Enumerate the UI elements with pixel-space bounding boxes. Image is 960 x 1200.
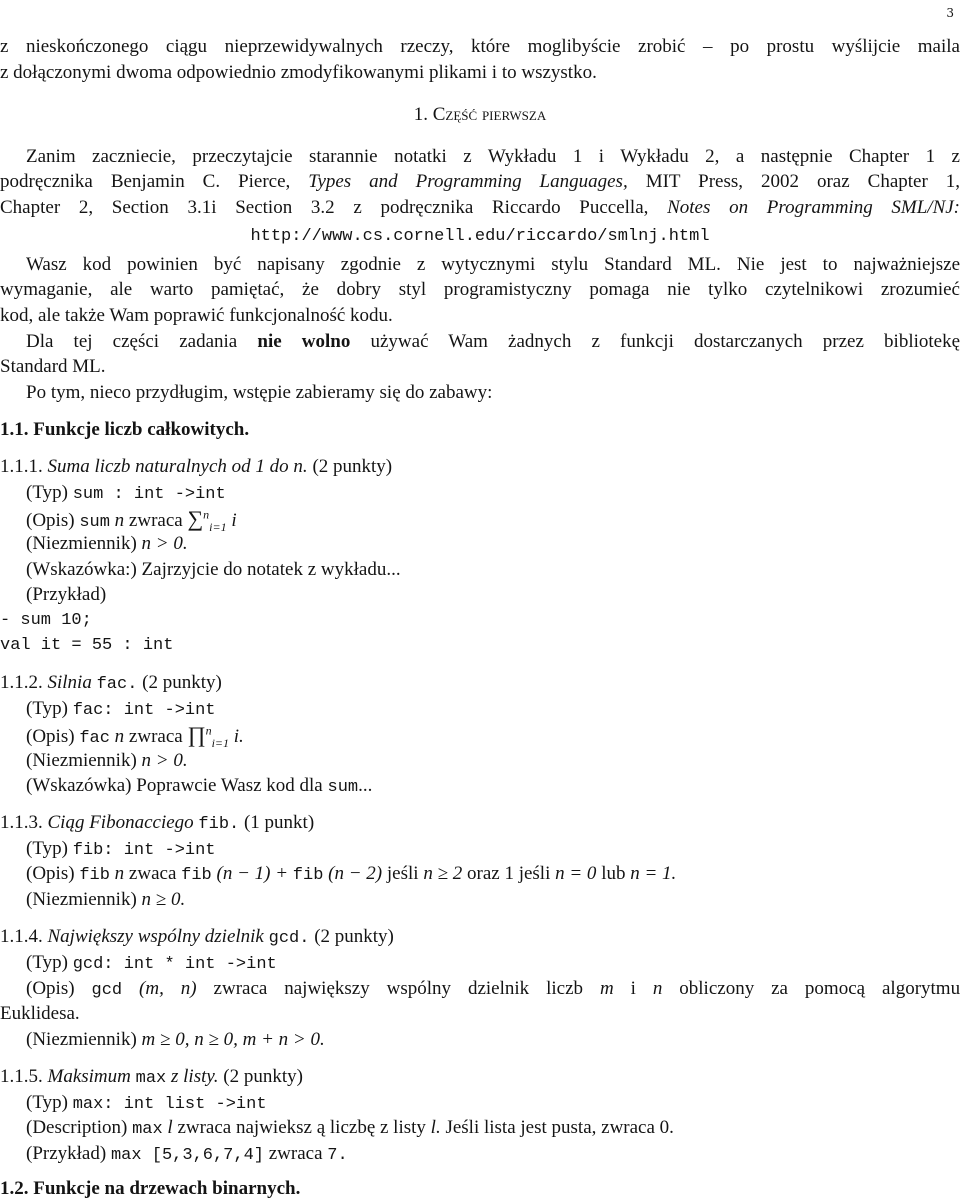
type-signature: max: int list ->int <box>72 1095 267 1114</box>
text-span: i <box>630 978 636 999</box>
text-span: Chapter 2, Section 3.1i Section 3.2 z podręcznika Riccardo Puccella, <box>0 197 649 218</box>
math-expr: n = 1. <box>630 863 677 884</box>
text-span: Dla tej części zadania <box>26 331 238 352</box>
task-1-1-5-heading <box>0 1066 960 1090</box>
invariant-label: (Niezmiennik) <box>26 750 137 771</box>
subsection-title: Funkcje liczb całkowitych. <box>33 419 250 440</box>
task-1-1-4-invariant <box>26 1029 960 1051</box>
math-var: n <box>652 978 663 999</box>
math-var: m <box>599 978 614 999</box>
type-label: (Typ) <box>26 482 68 503</box>
task-1-1-2-type <box>26 698 960 722</box>
text-span: zwraca <box>128 510 183 531</box>
math-expr: (n − 2) <box>328 863 383 884</box>
code-token: fac. <box>96 675 138 694</box>
example-code-line-1: - sum 10; <box>0 611 92 630</box>
invariant-label: (Niezmiennik) <box>26 1029 137 1050</box>
subsection-1-2-heading <box>0 1178 960 1200</box>
code-token: fac <box>79 729 110 748</box>
task-1-1-1-invariant <box>26 533 960 555</box>
task-title: z listy. <box>171 1066 219 1087</box>
task-1-1-4-description <box>26 978 960 1002</box>
task-title: Ciąg Fibonacciego <box>47 812 194 833</box>
description-label: (Description) <box>26 1117 128 1138</box>
invariant-label: (Niezmiennik) <box>26 533 137 554</box>
invariant-expr: n > 0. <box>141 750 188 771</box>
task-1-1-5-example <box>26 1143 960 1167</box>
section-title: Część pierwsza <box>432 104 547 125</box>
lower-limit: i=1 <box>209 519 227 534</box>
upper-limit: n <box>203 507 210 522</box>
intro-line-2: z dołączonymi dwoma odpowiednio zmodyfikowanymi plikami i to wszystko. <box>0 62 597 83</box>
url-link[interactable]: http://www.cs.cornell.edu/riccardo/smlnj.html <box>250 227 710 246</box>
code-token: gcd. <box>268 929 310 948</box>
text-span: podręcznika Benjamin C. Pierce, <box>0 171 291 192</box>
text-span: obliczony za pomocą algorytmu <box>679 978 960 999</box>
text-span: zwraca największy wspólny dzielnik liczb <box>213 978 584 999</box>
subsection-number: 1.1. <box>0 419 29 440</box>
task-1-1-1-heading <box>0 456 960 478</box>
task-title: Silnia <box>47 672 92 693</box>
math-var: n <box>114 726 125 747</box>
task-1-1-5-type <box>26 1092 960 1116</box>
math-var: l. <box>430 1117 441 1138</box>
code-token: gcd <box>91 981 123 1000</box>
upper-limit: n <box>205 723 212 738</box>
invariant-expr: n > 0. <box>141 533 188 554</box>
section-heading <box>0 104 960 126</box>
task-1-1-5-description <box>26 1117 960 1141</box>
description-label: (Opis) <box>26 863 75 884</box>
intro-line-1: z nieskończonego ciągu nieprzewidywalnych rzeczy, które moglibyście zrobić – po prostu wyślijcie maila <box>0 36 960 57</box>
type-signature: fac: int ->int <box>72 701 216 720</box>
task-points: (2 punkty) <box>314 926 394 947</box>
task-1-1-4-type <box>26 952 960 976</box>
task-points: (1 punkt) <box>243 812 315 833</box>
paragraph-3-line-2: Standard ML. <box>0 356 106 377</box>
example-code-line-2: val it = 55 : int <box>0 636 174 655</box>
task-1-1-2-description <box>26 724 960 750</box>
paragraph-1-line-2 <box>0 171 960 193</box>
math-var: n <box>114 510 125 531</box>
text-span: zwraca <box>128 726 183 747</box>
description-label: (Opis) <box>26 726 75 747</box>
task-1-1-2-invariant <box>26 750 960 772</box>
math-expr: n ≥ 2 <box>423 863 463 884</box>
task-1-1-1-hint: (Wskazówka:) Zajrzyjcie do notatek z wykładu... <box>26 559 401 580</box>
type-signature: sum : int ->int <box>72 485 226 504</box>
task-1-1-1-type <box>26 482 960 506</box>
text-span: oraz 1 jeśli <box>467 863 551 884</box>
task-1-1-2-hint <box>26 775 960 799</box>
product-symbol: ∏ <box>187 722 206 747</box>
type-label: (Typ) <box>26 952 68 973</box>
type-label: (Typ) <box>26 1092 68 1113</box>
task-1-1-3-type <box>26 838 960 862</box>
text-span: używać Wam żadnych z funkcji dostarczanych przez bibliotekę <box>370 331 960 352</box>
paragraph-2-line-2: wymaganie, ale warto pamiętać, że dobry styl programistyczny pomaga nie tylko czytelnikowi zrozumieć <box>0 279 960 300</box>
code-token: fib <box>79 866 110 885</box>
subsection-title: Funkcje na drzewach binarnych. <box>33 1178 301 1199</box>
paragraph-1-line-3 <box>0 197 960 219</box>
invariant-label: (Niezmiennik) <box>26 889 137 910</box>
text-span: ... <box>358 775 373 796</box>
invariant-expr: m ≥ 0, n ≥ 0, m + n > 0. <box>141 1029 325 1050</box>
book-title: Types and Programming Languages, <box>308 171 628 192</box>
task-1-1-3-invariant <box>26 889 960 911</box>
task-1-1-4-description-line-2: Euklidesa. <box>0 1003 80 1024</box>
task-number: 1.1.4. <box>0 926 43 947</box>
type-signature: fib: int ->int <box>72 841 216 860</box>
subsection-1-1-heading <box>0 419 960 441</box>
paragraph-4: Po tym, nieco przydługim, wstępie zabieramy się do zabawy: <box>26 382 493 403</box>
task-number: 1.1.3. <box>0 812 43 833</box>
summation-symbol: ∑ <box>187 506 204 531</box>
code-token: max <box>135 1069 167 1088</box>
text-span: (Wskazówka) Poprawcie Wasz kod dla <box>26 775 323 796</box>
task-1-1-3-heading <box>0 812 960 836</box>
lower-limit: i=1 <box>211 735 230 750</box>
task-1-1-4-heading <box>0 926 960 950</box>
task-points: (2 punkty) <box>142 672 222 693</box>
text-span: lub <box>601 863 626 884</box>
invariant-expr: n ≥ 0. <box>141 889 186 910</box>
task-number: 1.1.2. <box>0 672 43 693</box>
code-token: 7. <box>327 1146 348 1165</box>
task-number: 1.1.5. <box>0 1066 43 1087</box>
task-1-1-3-description <box>26 863 960 887</box>
text-span: zwaca <box>128 863 177 884</box>
text-span: jeśli <box>386 863 419 884</box>
code-token: fib <box>292 866 324 885</box>
type-label: (Typ) <box>26 698 68 719</box>
code-token: sum <box>79 513 110 532</box>
code-token: fib <box>181 866 212 885</box>
task-number: 1.1.1. <box>0 456 43 477</box>
code-token: max [5,3,6,7,4] <box>110 1146 264 1165</box>
type-label: (Typ) <box>26 838 68 859</box>
math-var: l <box>167 1117 173 1138</box>
code-token: fib. <box>198 815 240 834</box>
bold-text: nie wolno <box>257 331 351 352</box>
description-label: (Opis) <box>26 978 75 999</box>
book-title: Notes on Programming SML/NJ: <box>667 197 960 218</box>
task-title: Suma liczb naturalnych od 1 do n. <box>47 456 308 477</box>
example-label: (Przykład) <box>26 1143 107 1164</box>
text-span: MIT Press, 2002 oraz Chapter 1, <box>645 171 960 192</box>
math-expr: n = 0 <box>555 863 597 884</box>
math-var: n <box>114 863 125 884</box>
task-title: Największy wspólny dzielnik <box>47 926 264 947</box>
task-1-1-1-example-label: (Przykład) <box>26 584 107 605</box>
task-points: (2 punkty) <box>223 1066 303 1087</box>
math-expr: (m, n) <box>139 978 197 999</box>
paragraph-1-line-1: Zanim zaczniecie, przeczytajcie starannie notatki z Wykładu 1 i Wykładu 2, a następnie Chapter 1 z <box>26 146 960 167</box>
subsection-number: 1.2. <box>0 1178 29 1199</box>
math-var: i. <box>233 726 244 747</box>
task-1-1-1-description <box>26 508 960 534</box>
description-label: (Opis) <box>26 510 75 531</box>
paragraph-2-line-3: kod, ale także Wam poprawić funkcjonalność kodu. <box>0 305 393 326</box>
text-span: Jeśli lista jest pusta, zwraca 0. <box>445 1117 674 1138</box>
task-title: Maksimum <box>47 1066 131 1087</box>
code-token: max <box>132 1120 163 1139</box>
paragraph-3-line-1 <box>26 331 960 353</box>
text-span: zwraca najwieksz ą liczbę z listy <box>177 1117 426 1138</box>
math-expr: (n − 1) + <box>216 863 289 884</box>
type-signature: gcd: int * int ->int <box>72 955 277 974</box>
task-1-1-2-heading <box>0 672 960 696</box>
section-number: 1. <box>413 104 428 125</box>
text-span: zwraca <box>268 1143 323 1164</box>
page-number: 3 <box>946 6 954 20</box>
paragraph-2-line-1: Wasz kod powinien być napisany zgodnie z wytycznymi stylu Standard ML. Nie jest to najważniejsze <box>26 254 960 275</box>
math-var: i <box>231 510 237 531</box>
task-points: (2 punkty) <box>312 456 393 477</box>
code-token: sum <box>327 778 359 797</box>
